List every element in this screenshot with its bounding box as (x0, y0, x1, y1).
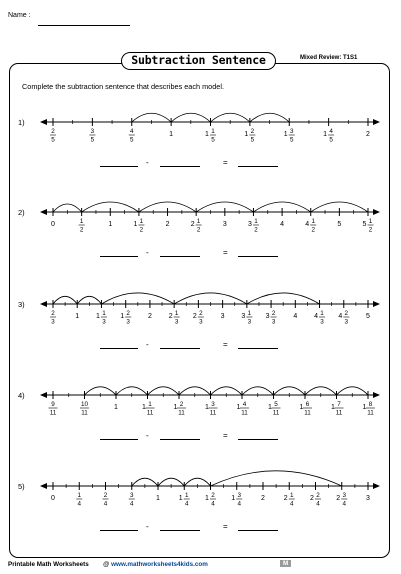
tick-label-whole: 2 (165, 221, 170, 228)
tick-label (268, 401, 280, 417)
tick-label-denominator: 3 (344, 318, 349, 326)
tick-label-whole: 1 (268, 404, 272, 411)
number-line (0, 100, 401, 160)
tick-label-whole: 2 (147, 313, 152, 320)
equals-sign: = (223, 340, 228, 349)
number-line (0, 282, 401, 342)
tick-label-numerator: 1 (368, 218, 373, 225)
jump-arc (211, 471, 342, 486)
tick-label-denominator: 11 (146, 409, 154, 417)
tick-label-whole: 1 (75, 313, 80, 320)
tick-label (96, 310, 107, 326)
tick-label (156, 495, 160, 502)
mixed-review-label: Mixed Review: T1S1 (300, 55, 358, 61)
tick-label (148, 313, 152, 320)
problem-number: 5) (18, 482, 25, 491)
footer-at: @ (103, 561, 110, 568)
tick-label-whole: 2 (366, 131, 370, 138)
tick-label-whole: 1 (362, 404, 367, 411)
tick-label-numerator: 1 (148, 401, 152, 408)
problem (0, 190, 401, 280)
footer-url[interactable]: www.mathworksheets4kids.com (111, 561, 208, 568)
tick-label (284, 492, 295, 508)
tick-label-numerator: 1 (174, 310, 179, 317)
answer-blank[interactable] (238, 166, 278, 167)
tick-label (174, 401, 186, 417)
tick-label-denominator: 3 (102, 318, 106, 326)
equals-sign: = (223, 522, 228, 531)
answer-blank[interactable] (238, 530, 278, 531)
tick-label-whole: 2 (310, 495, 314, 502)
tick-label (129, 128, 135, 144)
tick-label-numerator: 1 (196, 218, 201, 225)
problem (0, 282, 401, 372)
tick-label-whole: 3 (248, 221, 252, 228)
name-label: Name : (8, 12, 31, 19)
tick-label (79, 218, 85, 234)
tick-label-denominator: 4 (342, 500, 347, 508)
tick-label-denominator: 2 (139, 226, 144, 234)
tick-label-denominator: 11 (272, 409, 280, 417)
tick-label-numerator: 8 (368, 401, 373, 408)
tick-label (103, 492, 109, 508)
answer-blank[interactable] (100, 439, 138, 440)
tick-label-whole: 5 (362, 221, 367, 228)
tick-label-whole: 4 (305, 221, 310, 228)
tick-label-numerator: 2 (126, 310, 130, 317)
tick-label (338, 310, 349, 326)
tick-label-whole: 3 (220, 313, 225, 320)
tick-label-denominator: 5 (129, 136, 134, 144)
tick-label-numerator: 3 (237, 492, 242, 499)
tick-label-numerator: 4 (329, 128, 333, 135)
tick-label-denominator: 4 (184, 500, 189, 508)
right-arrow-icon (373, 119, 380, 125)
tick-label (114, 404, 118, 411)
minus-sign: - (146, 248, 149, 257)
tick-label-whole: 1 (244, 131, 249, 138)
tick-label-whole: 4 (314, 313, 318, 320)
tick-label (363, 218, 374, 234)
footer-logo (280, 560, 291, 567)
tick-label-whole: 5 (366, 313, 370, 320)
tick-label-numerator: 1 (247, 310, 252, 317)
tick-label-whole: 1 (331, 404, 335, 411)
tick-label-numerator: 3 (129, 492, 134, 499)
tick-label (205, 128, 216, 144)
tick-label-whole: 4 (338, 313, 343, 320)
answer-blank[interactable] (100, 256, 138, 257)
tick-label (331, 401, 343, 417)
right-arrow-icon (373, 483, 380, 489)
answer-blank[interactable] (238, 256, 278, 257)
tick-label-denominator: 4 (237, 500, 242, 508)
tick-label (50, 128, 56, 144)
minus-sign: - (146, 340, 149, 349)
tick-label (314, 310, 325, 326)
tick-label-whole: 2 (283, 495, 288, 502)
footer-right (103, 561, 208, 568)
tick-label-denominator: 11 (335, 409, 343, 417)
tick-label (241, 310, 252, 326)
tick-label-numerator: 4 (242, 401, 247, 408)
tick-label-numerator: 10 (80, 401, 89, 408)
tick-label-whole: 0 (51, 221, 55, 228)
tick-label (50, 310, 56, 326)
answer-blank[interactable] (160, 166, 200, 167)
tick-label-numerator: 2 (179, 401, 184, 408)
tick-label-whole: 2 (190, 221, 195, 228)
tick-label (221, 313, 225, 320)
right-arrow-icon (373, 392, 380, 398)
answer-blank[interactable] (160, 439, 200, 440)
problem (0, 100, 401, 190)
answer-blank[interactable] (238, 348, 278, 349)
tick-label (108, 221, 112, 228)
tick-label-denominator: 2 (368, 226, 373, 234)
tick-label-numerator: 2 (271, 310, 276, 317)
problem-number: 2) (18, 208, 25, 217)
tick-label (142, 401, 154, 417)
answer-blank[interactable] (160, 348, 200, 349)
tick-label-denominator: 3 (174, 318, 179, 326)
answer-blank[interactable] (100, 166, 138, 167)
tick-label-numerator: 1 (139, 218, 144, 225)
tick-label-denominator: 2 (196, 226, 201, 234)
tick-label (205, 492, 216, 508)
tick-label-numerator: 1 (289, 492, 294, 499)
tick-label (89, 128, 95, 144)
tick-label-denominator: 4 (103, 500, 108, 508)
tick-label (261, 495, 265, 502)
tick-label (223, 221, 227, 228)
left-arrow-icon (40, 483, 47, 489)
number-line (0, 373, 401, 433)
tick-label-denominator: 11 (241, 409, 248, 417)
tick-label-denominator: 4 (211, 500, 215, 508)
problem (0, 373, 401, 463)
worksheet-title: Subtraction Sentence (121, 52, 276, 70)
tick-label-whole: 2 (168, 313, 173, 320)
tick-label-numerator: 2 (250, 128, 255, 135)
tick-label-denominator: 5 (211, 136, 215, 144)
tick-label-numerator: 2 (211, 492, 215, 499)
tick-label-whole: 1 (133, 221, 138, 228)
tick-label-whole: 4 (280, 221, 285, 228)
tick-label-whole: 1 (96, 313, 100, 320)
minus-sign: - (146, 158, 149, 167)
tick-label (231, 492, 242, 508)
tick-label-whole: 3 (265, 313, 270, 320)
left-arrow-icon (40, 301, 47, 307)
tick-label (363, 401, 375, 417)
left-arrow-icon (40, 119, 47, 125)
tick-label (179, 492, 190, 508)
tick-label-denominator: 4 (129, 500, 134, 508)
tick-label-numerator: 7 (337, 401, 341, 408)
tick-label (266, 310, 277, 326)
tick-label-denominator: 11 (209, 409, 217, 417)
tick-label (336, 492, 347, 508)
tick-label (129, 492, 135, 508)
tick-label-whole: 3 (222, 221, 227, 228)
tick-label (120, 310, 131, 326)
tick-label-numerator: 2 (103, 492, 108, 499)
tick-label-whole: 1 (205, 404, 209, 411)
tick-label-numerator: 1 (102, 310, 106, 317)
equals-sign: = (223, 431, 228, 440)
tick-label-numerator: 1 (77, 492, 82, 499)
tick-label (191, 218, 202, 234)
tick-label-numerator: 3 (211, 401, 215, 408)
tick-label-whole: 0 (51, 495, 55, 502)
tick-label-whole: 1 (205, 131, 209, 138)
tick-label-denominator: 11 (81, 409, 88, 417)
tick-label-whole: 1 (323, 131, 328, 138)
right-arrow-icon (373, 301, 380, 307)
minus-sign: - (146, 431, 149, 440)
tick-label-whole: 1 (173, 404, 178, 411)
answer-blank[interactable] (238, 439, 278, 440)
tick-label-denominator: 3 (320, 318, 324, 326)
tick-label (169, 310, 180, 326)
tick-label-denominator: 3 (271, 318, 276, 326)
equals-sign: = (223, 248, 228, 257)
tick-label-numerator: 1 (320, 310, 324, 317)
tick-label-whole: 1 (283, 131, 288, 138)
tick-label (244, 128, 255, 144)
tick-label-denominator: 3 (126, 318, 130, 326)
tick-label-whole: 2 (192, 313, 197, 320)
tick-label-whole: 1 (236, 404, 241, 411)
tick-label (75, 313, 79, 320)
instructions: Complete the subtraction sentence that describes each model. (22, 82, 224, 91)
tick-label-numerator: 4 (129, 128, 134, 135)
tick-label-numerator: 3 (90, 128, 95, 135)
tick-label (169, 131, 173, 138)
tick-label (205, 401, 217, 417)
tick-label-denominator: 2 (311, 226, 315, 234)
tick-label-denominator: 2 (254, 226, 258, 234)
tick-label-denominator: 5 (329, 136, 333, 144)
tick-label-numerator: 2 (316, 492, 320, 499)
name-line[interactable] (38, 25, 130, 26)
tick-label (49, 401, 58, 417)
tick-label-whole: 3 (366, 495, 370, 502)
tick-label-denominator: 4 (289, 500, 294, 508)
tick-label-whole: 2 (261, 495, 265, 502)
tick-label-numerator: 1 (211, 128, 215, 135)
tick-label-whole: 1 (156, 495, 160, 502)
tick-label-numerator: 6 (305, 401, 310, 408)
tick-label-whole: 1 (299, 404, 304, 411)
tick-label-denominator: 4 (77, 500, 82, 508)
tick-label-numerator: 1 (311, 218, 315, 225)
tick-label-whole: 1 (120, 313, 125, 320)
tick-label-numerator: 1 (184, 492, 189, 499)
tick-label (300, 401, 312, 417)
tick-label-numerator: 2 (51, 128, 55, 135)
tick-label-numerator: 2 (199, 310, 203, 317)
left-arrow-icon (40, 209, 47, 215)
tick-label-numerator: 3 (342, 492, 347, 499)
tick-label-whole: 1 (169, 131, 174, 138)
tick-label (337, 221, 341, 228)
equals-sign: = (223, 158, 228, 167)
tick-label-denominator: 5 (51, 136, 55, 144)
tick-label-denominator: 11 (367, 409, 374, 417)
tick-label (305, 218, 316, 234)
tick-label-numerator: 1 (79, 218, 84, 225)
problem-number: 4) (18, 391, 25, 400)
tick-label-numerator: 2 (344, 310, 349, 317)
tick-label (366, 313, 370, 320)
footer-left: Printable Math Worksheets (8, 561, 89, 568)
tick-label-denominator: 4 (316, 500, 320, 508)
tick-label (280, 221, 284, 228)
answer-blank[interactable] (100, 348, 138, 349)
number-line (0, 464, 401, 524)
answer-blank[interactable] (160, 256, 200, 257)
tick-label-whole: 1 (142, 404, 146, 411)
minus-sign: - (146, 522, 149, 531)
footer-logo-box: M (280, 560, 291, 567)
problem-number: 1) (18, 118, 25, 127)
problem-number: 3) (18, 300, 25, 309)
right-arrow-icon (373, 209, 380, 215)
tick-label (237, 401, 249, 417)
tick-label (133, 218, 144, 234)
tick-label (284, 128, 295, 144)
tick-label-numerator: 9 (51, 401, 55, 408)
tick-label (366, 495, 370, 502)
tick-label-denominator: 5 (90, 136, 95, 144)
tick-label-whole: 1 (178, 495, 183, 502)
tick-label-denominator: 3 (51, 318, 55, 326)
tick-label (51, 221, 55, 228)
tick-label-numerator: 1 (254, 218, 258, 225)
number-line (0, 190, 401, 250)
problem (0, 464, 401, 554)
tick-label-whole: 1 (205, 495, 209, 502)
tick-label-whole: 5 (337, 221, 342, 228)
tick-label-whole: 2 (336, 495, 341, 502)
tick-label (248, 218, 259, 234)
tick-label-denominator: 3 (247, 318, 252, 326)
tick-label-numerator: 2 (51, 310, 55, 317)
tick-label (323, 128, 334, 144)
left-arrow-icon (40, 392, 47, 398)
tick-label (80, 401, 89, 417)
tick-label-numerator: 3 (289, 128, 294, 135)
tick-label (310, 492, 321, 508)
tick-label (193, 310, 204, 326)
tick-label-whole: 1 (114, 404, 118, 411)
tick-label-denominator: 11 (49, 409, 57, 417)
tick-label (76, 492, 82, 508)
tick-label-denominator: 3 (199, 318, 203, 326)
tick-label-whole: 3 (241, 313, 246, 320)
tick-label-whole: 1 (108, 221, 113, 228)
tick-label (166, 221, 170, 228)
tick-label-whole: 1 (231, 495, 236, 502)
answer-blank[interactable] (160, 530, 200, 531)
tick-label-whole: 4 (293, 313, 298, 320)
tick-label-denominator: 11 (178, 409, 185, 417)
tick-label (293, 313, 297, 320)
tick-label-denominator: 5 (250, 136, 255, 144)
tick-label-numerator: 5 (274, 401, 278, 408)
tick-label (366, 131, 370, 138)
tick-label-denominator: 2 (79, 226, 84, 234)
tick-label (51, 495, 55, 502)
answer-blank[interactable] (100, 530, 138, 531)
tick-label-denominator: 11 (304, 409, 311, 417)
tick-label-denominator: 5 (289, 136, 294, 144)
